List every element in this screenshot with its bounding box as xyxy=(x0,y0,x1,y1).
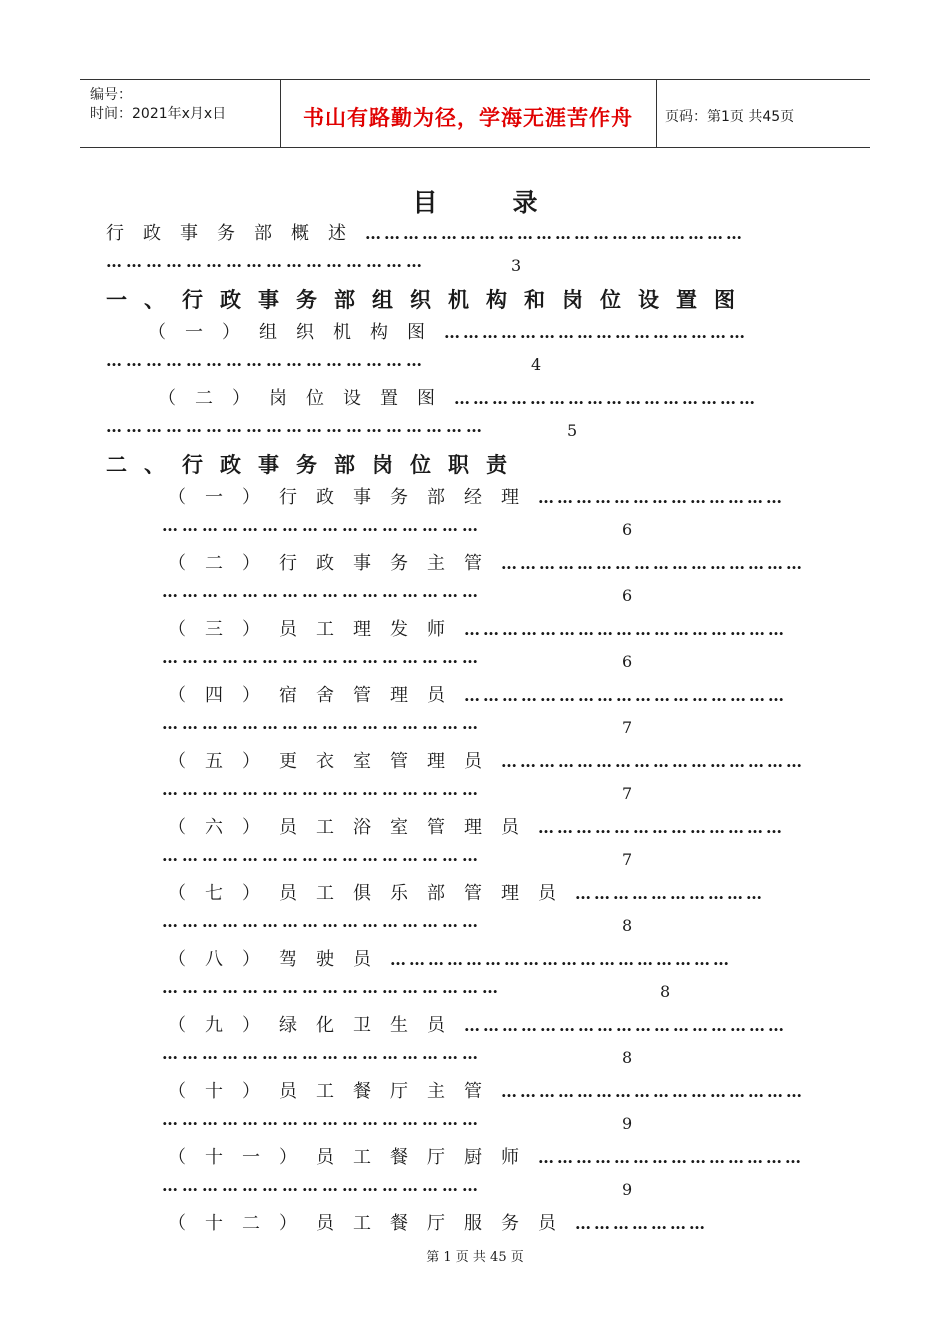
toc-leader-dots: ………………………………………… xyxy=(501,554,805,573)
toc-entry-supervisor[interactable]: （二）行政事务主管………………………………………… xyxy=(168,553,805,574)
toc-page-number: 9 xyxy=(622,1180,633,1199)
toc-page-number: 8 xyxy=(660,982,671,1001)
toc-leader-dots: ………………………………………… xyxy=(106,351,426,370)
toc-page-number: 5 xyxy=(567,421,578,440)
toc-entry-position-chart[interactable]: （二）岗位设置图………………………………………… xyxy=(158,388,758,409)
toc-entry-barber[interactable]: （三）员工理发师…………………………………………… xyxy=(168,619,787,640)
page-footer: 第 1 页 共 45 页 xyxy=(426,1250,524,1265)
toc-title xyxy=(0,183,950,219)
document-time-label: 时间：2021年x月x日 xyxy=(90,106,227,122)
toc-entry-canteen-supervisor[interactable]: （十）员工餐厅主管………………………………………… xyxy=(168,1081,805,1102)
toc-leader-dots: ………………………………………… xyxy=(454,389,758,408)
toc-page-number: 8 xyxy=(622,916,633,935)
toc-leader-dots: ………………………………………… xyxy=(162,780,482,799)
toc-leader-dots: ………………… xyxy=(575,1214,708,1233)
document-number-label: 编号： xyxy=(90,87,132,103)
toc-entry-canteen-chef[interactable]: （十一）员工餐厅厨师…………………………………… xyxy=(168,1147,804,1168)
toc-leader-dots: ………………………………………… xyxy=(162,648,482,667)
toc-leader-dots: ………………………………………… xyxy=(162,912,482,931)
toc-entry-org-chart[interactable]: （一）组织机构图………………………………………… xyxy=(148,322,748,343)
toc-section-responsibilities[interactable]: 二、行政事务部岗位职责 xyxy=(106,453,524,477)
toc-section-org-structure[interactable]: 一、行政事务部组织机构和岗位设置图 xyxy=(106,288,752,312)
toc-leader-dots: ………………………………………… xyxy=(162,846,482,865)
toc-page-number: 7 xyxy=(622,850,633,869)
toc-entry-bathroom-manager[interactable]: （六）员工浴室管理员………………………………… xyxy=(168,817,785,838)
toc-leader-dots: ……………………………………………… xyxy=(390,950,732,969)
toc-leader-dots: ………………………………………… xyxy=(501,1082,805,1101)
toc-entry-canteen-waiter[interactable]: （十二）员工餐厅服务员………………… xyxy=(168,1213,708,1234)
toc-leader-dots: ………………………………………… xyxy=(162,516,482,535)
toc-entry-driver[interactable]: （八）驾驶员……………………………………………… xyxy=(168,949,732,970)
toc-leader-dots: ………………………………………… xyxy=(162,1044,482,1063)
toc-leader-dots: ………………………… xyxy=(575,884,765,903)
toc-entry-manager[interactable]: （一）行政事务部经理………………………………… xyxy=(168,487,785,508)
toc-page-number: 6 xyxy=(622,586,633,605)
toc-page-number: 4 xyxy=(531,355,542,374)
toc-leader-dots: …………………………………………………… xyxy=(365,224,745,243)
header-page-cell xyxy=(656,80,870,147)
toc-page-number: 8 xyxy=(622,1048,633,1067)
toc-page-number: 6 xyxy=(622,520,633,539)
toc-title-char-1: 目 xyxy=(412,188,438,217)
toc-page-number: 7 xyxy=(622,784,633,803)
toc-page-number: 9 xyxy=(622,1114,633,1133)
toc-leader-dots: ………………………………………… xyxy=(162,582,482,601)
toc-leader-dots: ………………………………… xyxy=(538,488,785,507)
header-page-label: 页码：第1页 共45页 xyxy=(665,109,795,125)
toc-leader-dots: ………………………………………… xyxy=(106,252,426,271)
toc-page-number: 3 xyxy=(511,256,522,275)
toc-leader-dots: ………………………………………… xyxy=(444,323,748,342)
toc-entry-locker-manager[interactable]: （五）更衣室管理员………………………………………… xyxy=(168,751,805,772)
toc-entry-dorm-manager[interactable]: （四）宿舍管理员…………………………………………… xyxy=(168,685,787,706)
toc-leader-dots: ………………………………………… xyxy=(501,752,805,771)
toc-entry-overview[interactable]: 行政事务部概述…………………………………………………… xyxy=(106,223,745,244)
toc-leader-dots: …………………………………… xyxy=(538,1148,804,1167)
toc-leader-dots: …………………………………………… xyxy=(464,1016,787,1035)
toc-leader-dots: …………………………………………… xyxy=(162,978,502,997)
toc-leader-dots: …………………………………………… xyxy=(464,620,787,639)
toc-page-number: 6 xyxy=(622,652,633,671)
page-header xyxy=(80,79,870,148)
toc-leader-dots: ………………………………………… xyxy=(162,714,482,733)
toc-leader-dots: ………………………………………… xyxy=(162,1176,482,1195)
header-meta-cell xyxy=(80,80,280,147)
header-motto-cell xyxy=(280,80,657,147)
header-motto: 书山有路勤为径，学海无涯苦作舟 xyxy=(303,106,633,130)
toc-title-char-2: 录 xyxy=(512,188,538,217)
toc-leader-dots: …………………………………………… xyxy=(464,686,787,705)
toc-leader-dots: ………………………………… xyxy=(538,818,785,837)
toc-page-number: 7 xyxy=(622,718,633,737)
toc-leader-dots: ………………………………………… xyxy=(162,1110,482,1129)
toc-entry-club-manager[interactable]: （七）员工俱乐部管理员………………………… xyxy=(168,883,765,904)
toc-leader-dots: ………………………………………………… xyxy=(106,417,486,436)
toc-entry-gardener[interactable]: （九）绿化卫生员…………………………………………… xyxy=(168,1015,787,1036)
